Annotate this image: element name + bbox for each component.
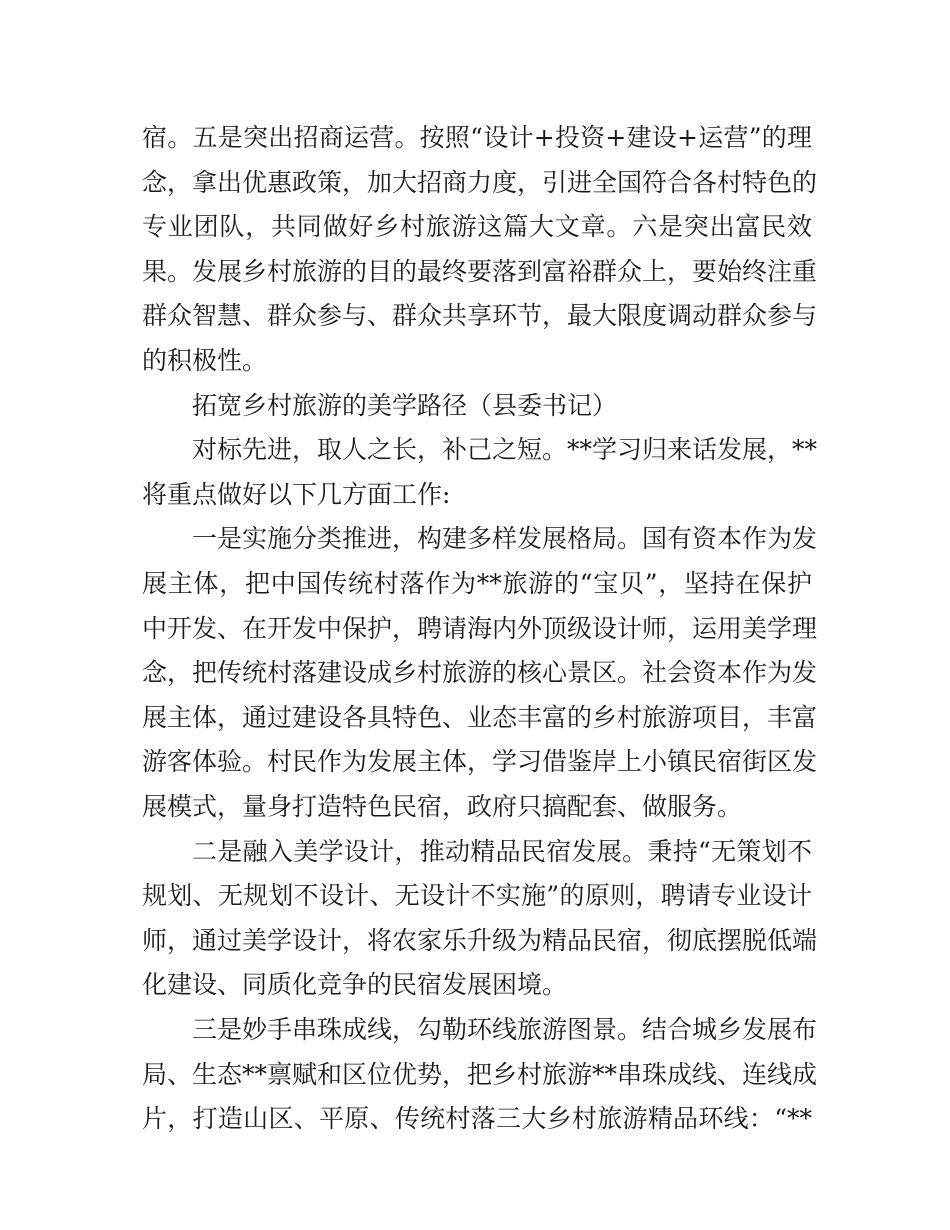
text-line: 专业团队，共同做好乡村旅游这篇大文章。六是突出富民效 bbox=[142, 212, 812, 241]
text-line: 二是融入美学设计，推动精品民宿发展。秉持“无策划不 bbox=[192, 837, 812, 866]
text-line: 化建设、同质化竞争的民宿发展困境。 bbox=[142, 970, 568, 999]
text-line: 一是实施分类推进，构建多样发展格局。国有资本作为发 bbox=[192, 524, 818, 553]
text-line: 师，通过美学设计，将农家乐升级为精品民宿，彻底摆脱低端 bbox=[142, 926, 818, 955]
text-line: 拓宽乡村旅游的美学路径（县委书记） bbox=[192, 391, 618, 420]
text-line: 游客体验。村民作为发展主体，学习借鉴岸上小镇民宿街区发 bbox=[142, 747, 818, 776]
text-line: 的积极性。 bbox=[142, 346, 268, 375]
text-line: 展主体，把中国传统村落作为**旅游的“宝贝”，坚持在保护 bbox=[142, 569, 812, 598]
text-line: 念，把传统村落建设成乡村旅游的核心景区。社会资本作为发 bbox=[142, 658, 818, 687]
text-line: 对标先进，取人之长，补己之短。**学习归来话发展，** bbox=[192, 435, 818, 464]
text-line: 片，打造山区、平原、传统村落三大乡村旅游精品环线：“** bbox=[142, 1104, 812, 1133]
text-line: 展主体，通过建设各具特色、业态丰富的乡村旅游项目，丰富 bbox=[142, 703, 818, 732]
text-line: 群众智慧、群众参与、群众共享环节，最大限度调动群众参与 bbox=[142, 301, 818, 330]
text-line: 展模式，量身打造特色民宿，政府只搞配套、做服务。 bbox=[142, 792, 743, 821]
text-line: 中开发、在开发中保护，聘请海内外顶级设计师，运用美学理 bbox=[142, 614, 818, 643]
text-line: 将重点做好以下几方面工作: bbox=[142, 480, 451, 509]
text-line: 果。发展乡村旅游的目的最终要落到富裕群众上，要始终注重 bbox=[142, 257, 818, 286]
text-line: 宿。五是突出招商运营。按照“设计+投资+建设+运营”的理 bbox=[142, 123, 812, 152]
text-line: 局、生态**禀赋和区位优势，把乡村旅游**串珠成线、连线成 bbox=[142, 1060, 818, 1089]
text-line: 规划、无规划不设计、无设计不实施”的原则，聘请专业设计 bbox=[142, 881, 812, 910]
text-line: 念，拿出优惠政策，加大招商力度，引进全国符合各村特色的 bbox=[142, 168, 818, 197]
text-line: 三是妙手串珠成线，勾勒环线旅游图景。结合城乡发展布 bbox=[192, 1015, 818, 1044]
